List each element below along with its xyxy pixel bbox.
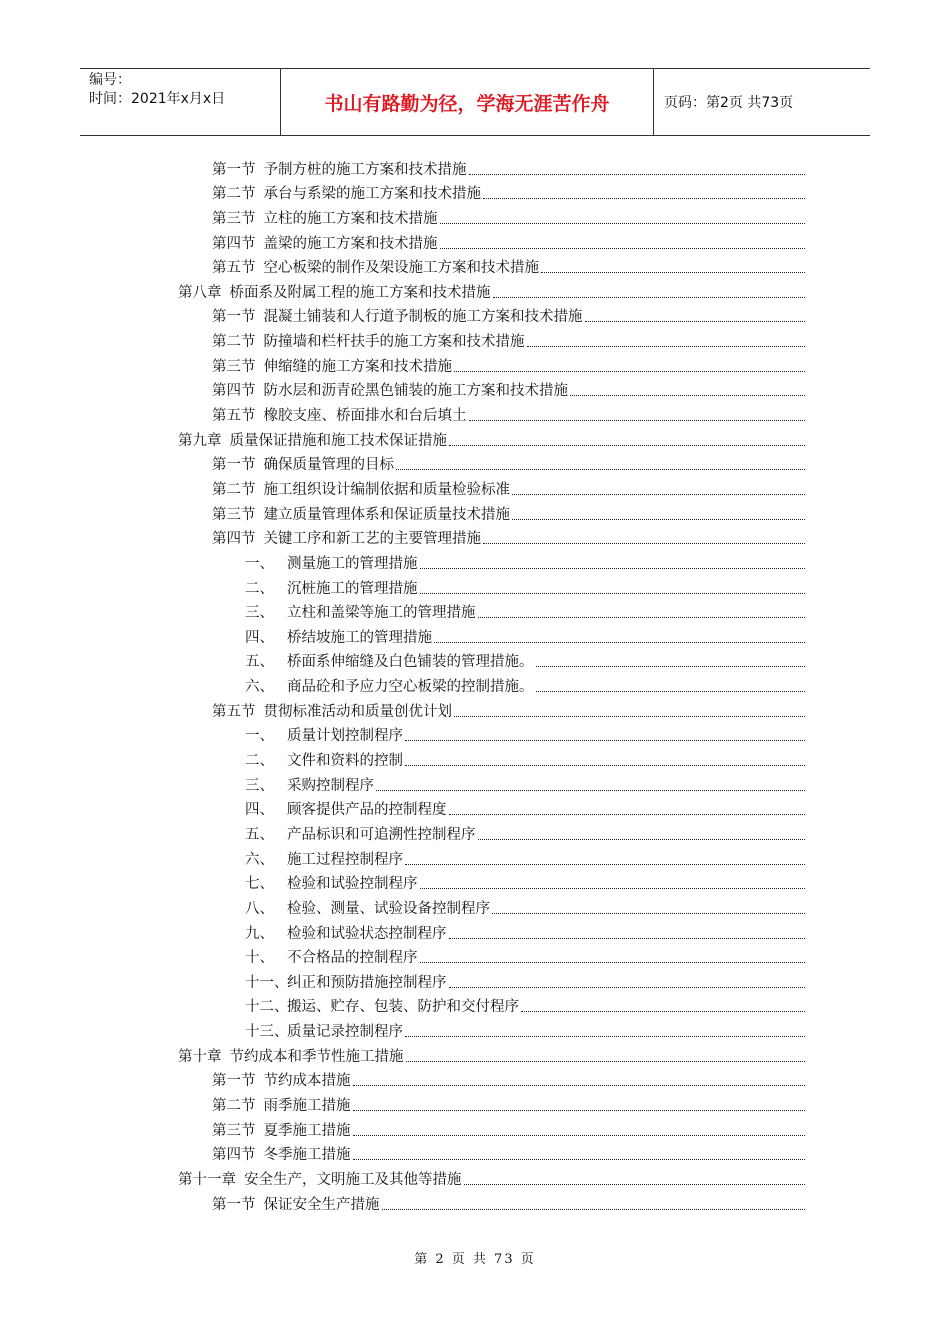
toc-dot-leader bbox=[405, 863, 805, 865]
toc-entry[interactable] bbox=[0, 699, 950, 724]
toc-entry-title: 施工过程控制程序 bbox=[287, 851, 403, 868]
toc-entry-title: 桥结坡施工的管理措施 bbox=[287, 629, 432, 646]
toc-entry-number: 三、 bbox=[245, 605, 274, 622]
toc-entry-number: 第二节 bbox=[212, 334, 256, 351]
toc-dot-leader bbox=[469, 419, 806, 421]
toc-entry[interactable] bbox=[0, 773, 950, 798]
toc-entry-number: 第九章 bbox=[178, 432, 222, 449]
toc-entry[interactable] bbox=[0, 477, 950, 502]
toc-entry-title: 盖梁的施工方案和技术措施 bbox=[263, 235, 438, 252]
toc-entry-number: 七、 bbox=[245, 876, 274, 893]
toc-entry-title: 节约成本和季节性施工措施 bbox=[229, 1048, 404, 1065]
toc-entry-title: 测量施工的管理措施 bbox=[287, 555, 418, 572]
toc-dot-leader bbox=[454, 370, 805, 372]
toc-entry-title: 伸缩缝的施工方案和技术措施 bbox=[263, 358, 452, 375]
toc-dot-leader bbox=[353, 1158, 806, 1160]
toc-entry[interactable] bbox=[0, 674, 950, 699]
toc-entry[interactable] bbox=[0, 872, 950, 897]
toc-entry[interactable] bbox=[0, 822, 950, 847]
toc-entry[interactable] bbox=[0, 847, 950, 872]
toc-entry-title: 不合格品的控制程序 bbox=[287, 950, 418, 967]
toc-entry-title: 保证安全生产措施 bbox=[263, 1196, 380, 1213]
toc-entry-number: 九、 bbox=[245, 925, 274, 942]
toc-dot-leader bbox=[434, 641, 805, 643]
toc-entry[interactable] bbox=[0, 206, 950, 231]
toc-entry[interactable] bbox=[0, 748, 950, 773]
toc-entry[interactable] bbox=[0, 329, 950, 354]
toc-entry-number: 第十章 bbox=[178, 1048, 222, 1065]
table-of-contents bbox=[0, 157, 950, 1217]
toc-dot-leader bbox=[570, 394, 805, 396]
toc-entry-number: 十二、 bbox=[245, 999, 289, 1016]
toc-dot-leader bbox=[492, 912, 805, 914]
toc-entry[interactable] bbox=[0, 798, 950, 823]
toc-dot-leader bbox=[420, 567, 806, 569]
toc-entry-title: 安全生产，文明施工及其他等措施 bbox=[244, 1171, 462, 1188]
toc-entry-title: 混凝土铺装和人行道予制板的施工方案和技术措施 bbox=[263, 309, 583, 326]
toc-entry-title: 采购控制程序 bbox=[287, 777, 374, 794]
toc-entry-title: 质量计划控制程序 bbox=[287, 728, 403, 745]
toc-entry-title: 顾客提供产品的控制程度 bbox=[287, 802, 447, 819]
toc-dot-leader bbox=[478, 616, 806, 618]
toc-dot-leader bbox=[449, 937, 806, 939]
toc-dot-leader bbox=[454, 715, 805, 717]
toc-dot-leader bbox=[512, 518, 805, 520]
toc-entry[interactable] bbox=[0, 896, 950, 921]
toc-entry-title: 检验、测量、试验设备控制程序 bbox=[287, 900, 490, 917]
toc-entry-title: 文件和资料的控制 bbox=[287, 753, 403, 770]
toc-entry[interactable] bbox=[0, 182, 950, 207]
toc-entry[interactable] bbox=[0, 354, 950, 379]
toc-entry[interactable] bbox=[0, 1019, 950, 1044]
toc-entry-title: 桥面系及附属工程的施工方案和技术措施 bbox=[229, 284, 491, 301]
toc-entry[interactable] bbox=[0, 724, 950, 749]
toc-entry-title: 橡胶支座、桥面排水和台后填土 bbox=[263, 408, 467, 425]
page-header bbox=[80, 68, 870, 136]
toc-entry[interactable] bbox=[0, 1044, 950, 1069]
toc-entry-number: 第一节 bbox=[212, 457, 256, 474]
toc-entry-number: 五、 bbox=[245, 826, 274, 843]
toc-entry-number: 三、 bbox=[245, 777, 274, 794]
toc-dot-leader bbox=[512, 493, 805, 495]
toc-entry-number: 六、 bbox=[245, 851, 274, 868]
toc-dot-leader bbox=[585, 320, 806, 322]
toc-entry[interactable] bbox=[0, 1167, 950, 1192]
code-label: 编号： bbox=[89, 72, 131, 88]
toc-entry-number: 第十一章 bbox=[178, 1171, 236, 1188]
toc-entry-title: 质量保证措施和施工技术保证措施 bbox=[229, 432, 447, 449]
toc-entry-title: 检验和试验控制程序 bbox=[287, 876, 418, 893]
toc-dot-leader bbox=[353, 1084, 806, 1086]
toc-dot-leader bbox=[464, 1183, 806, 1185]
toc-entry-number: 第二节 bbox=[212, 186, 256, 203]
toc-entry-title: 予制方桩的施工方案和技术措施 bbox=[263, 161, 467, 178]
toc-entry-title: 桥面系伸缩缝及白色铺装的管理措施。 bbox=[287, 654, 534, 671]
toc-entry[interactable] bbox=[0, 157, 950, 182]
toc-entry-number: 十、 bbox=[245, 950, 274, 967]
toc-dot-leader bbox=[478, 838, 806, 840]
toc-dot-leader bbox=[483, 197, 805, 199]
toc-entry-title: 立柱和盖梁等施工的管理措施 bbox=[287, 605, 476, 622]
toc-entry-title: 空心板梁的制作及架设施工方案和技术措施 bbox=[263, 260, 539, 277]
toc-entry[interactable] bbox=[0, 1192, 950, 1217]
toc-entry-number: 第四节 bbox=[212, 531, 256, 548]
toc-entry[interactable] bbox=[0, 625, 950, 650]
toc-entry[interactable] bbox=[0, 256, 950, 281]
page-footer bbox=[0, 1248, 950, 1267]
toc-entry[interactable] bbox=[0, 280, 950, 305]
time-label: 时间：2021年x月x日 bbox=[89, 91, 226, 107]
toc-entry-number: 第一节 bbox=[212, 309, 256, 326]
toc-dot-leader bbox=[449, 813, 806, 815]
toc-dot-leader bbox=[440, 247, 806, 249]
toc-dot-leader bbox=[536, 690, 806, 692]
toc-entry-number: 第四节 bbox=[212, 1147, 256, 1164]
toc-dot-leader bbox=[493, 296, 806, 298]
toc-entry[interactable] bbox=[0, 1143, 950, 1168]
toc-entry[interactable] bbox=[0, 970, 950, 995]
toc-entry-number: 第三节 bbox=[212, 210, 256, 227]
toc-dot-leader bbox=[440, 222, 806, 224]
toc-entry-title: 防撞墙和栏杆扶手的施工方案和技术措施 bbox=[263, 334, 525, 351]
toc-entry[interactable] bbox=[0, 527, 950, 552]
toc-entry[interactable] bbox=[0, 1069, 950, 1094]
header-motto bbox=[281, 69, 654, 135]
toc-entry-number: 一、 bbox=[245, 728, 274, 745]
toc-dot-leader bbox=[420, 961, 806, 963]
toc-entry-title: 防水层和沥青砼黑色铺装的施工方案和技术措施 bbox=[263, 383, 568, 400]
toc-entry-number: 十三、 bbox=[245, 1024, 289, 1041]
toc-entry[interactable] bbox=[0, 946, 950, 971]
toc-entry-title: 立柱的施工方案和技术措施 bbox=[263, 210, 438, 227]
toc-dot-leader bbox=[420, 887, 806, 889]
toc-entry-title: 贯彻标准活动和质量创优计划 bbox=[263, 703, 452, 720]
toc-entry[interactable] bbox=[0, 453, 950, 478]
toc-entry-number: 第二节 bbox=[212, 1097, 256, 1114]
toc-dot-leader bbox=[469, 173, 806, 175]
toc-entry[interactable] bbox=[0, 403, 950, 428]
toc-entry[interactable] bbox=[0, 601, 950, 626]
toc-entry-title: 检验和试验状态控制程序 bbox=[287, 925, 447, 942]
toc-entry-number: 二、 bbox=[245, 580, 274, 597]
toc-entry[interactable] bbox=[0, 995, 950, 1020]
toc-entry-title: 质量记录控制程序 bbox=[287, 1024, 403, 1041]
toc-dot-leader bbox=[396, 468, 805, 470]
toc-entry-number: 第八章 bbox=[178, 284, 222, 301]
toc-entry[interactable] bbox=[0, 921, 950, 946]
toc-entry-number: 第五节 bbox=[212, 260, 256, 277]
toc-entry-number: 四、 bbox=[245, 629, 274, 646]
toc-entry[interactable] bbox=[0, 1118, 950, 1143]
toc-entry-number: 六、 bbox=[245, 679, 274, 696]
toc-entry[interactable] bbox=[0, 502, 950, 527]
toc-dot-leader bbox=[420, 592, 806, 594]
toc-entry-number: 第三节 bbox=[212, 358, 256, 375]
toc-entry[interactable] bbox=[0, 650, 950, 675]
toc-entry-title: 建立质量管理体系和保证质量技术措施 bbox=[263, 506, 510, 523]
toc-entry-title: 雨季施工措施 bbox=[263, 1097, 351, 1114]
toc-entry-number: 第一节 bbox=[212, 1196, 256, 1213]
toc-entry[interactable] bbox=[0, 428, 950, 453]
toc-dot-leader bbox=[483, 542, 805, 544]
toc-entry-number: 一、 bbox=[245, 555, 274, 572]
toc-entry[interactable] bbox=[0, 305, 950, 330]
toc-entry-number: 二、 bbox=[245, 753, 274, 770]
toc-entry-number: 第二节 bbox=[212, 481, 256, 498]
toc-entry-title: 商品砼和予应力空心板梁的控制措施。 bbox=[287, 679, 534, 696]
toc-dot-leader bbox=[405, 764, 805, 766]
toc-entry-number: 第一节 bbox=[212, 161, 256, 178]
toc-entry-number: 十一、 bbox=[245, 974, 289, 991]
header-page-info bbox=[654, 69, 870, 135]
toc-entry-number: 第一节 bbox=[212, 1073, 256, 1090]
toc-entry-number: 第三节 bbox=[212, 506, 256, 523]
toc-entry-title: 承台与系梁的施工方案和技术措施 bbox=[263, 186, 481, 203]
toc-dot-leader bbox=[527, 345, 806, 347]
toc-entry-title: 冬季施工措施 bbox=[263, 1147, 351, 1164]
toc-dot-leader bbox=[405, 739, 805, 741]
toc-entry-title: 施工组织设计编制依据和质量检验标准 bbox=[263, 481, 510, 498]
toc-entry-title: 节约成本措施 bbox=[263, 1073, 351, 1090]
toc-entry-number: 第三节 bbox=[212, 1122, 256, 1139]
toc-entry-title: 关键工序和新工艺的主要管理措施 bbox=[263, 531, 481, 548]
toc-entry-number: 五、 bbox=[245, 654, 274, 671]
toc-dot-leader bbox=[449, 444, 805, 446]
toc-entry-title: 纠正和预防措施控制程序 bbox=[287, 974, 447, 991]
toc-dot-leader bbox=[521, 1010, 805, 1012]
toc-entry-title: 夏季施工措施 bbox=[263, 1122, 351, 1139]
toc-entry[interactable] bbox=[0, 576, 950, 601]
toc-entry-number: 四、 bbox=[245, 802, 274, 819]
toc-dot-leader bbox=[376, 789, 805, 791]
toc-dot-leader bbox=[382, 1208, 806, 1210]
toc-entry-number: 八、 bbox=[245, 900, 274, 917]
toc-dot-leader bbox=[536, 665, 806, 667]
toc-entry[interactable] bbox=[0, 379, 950, 404]
toc-entry-number: 第四节 bbox=[212, 383, 256, 400]
toc-entry-number: 第五节 bbox=[212, 408, 256, 425]
page-label: 页码：第2页 共73页 bbox=[664, 95, 794, 111]
toc-dot-leader bbox=[353, 1134, 806, 1136]
header-meta bbox=[80, 69, 281, 135]
motto-text: 书山有路勤为径，学海无涯苦作舟 bbox=[324, 92, 610, 115]
toc-entry-title: 搬运、贮存、包装、防护和交付程序 bbox=[287, 999, 519, 1016]
toc-entry[interactable] bbox=[0, 231, 950, 256]
toc-entry-number: 第四节 bbox=[212, 235, 256, 252]
toc-dot-leader bbox=[353, 1109, 806, 1111]
toc-dot-leader bbox=[449, 986, 806, 988]
toc-entry-number: 第五节 bbox=[212, 703, 256, 720]
toc-dot-leader bbox=[406, 1060, 806, 1062]
toc-dot-leader bbox=[405, 1035, 805, 1037]
toc-entry[interactable] bbox=[0, 551, 950, 576]
toc-entry-title: 确保质量管理的目标 bbox=[263, 457, 394, 474]
toc-entry-title: 沉桩施工的管理措施 bbox=[287, 580, 418, 597]
toc-entry[interactable] bbox=[0, 1093, 950, 1118]
toc-entry-title: 产品标识和可追溯性控制程序 bbox=[287, 826, 476, 843]
footer-page-number: 第 2 页 共 73 页 bbox=[414, 1252, 536, 1267]
toc-dot-leader bbox=[541, 271, 805, 273]
